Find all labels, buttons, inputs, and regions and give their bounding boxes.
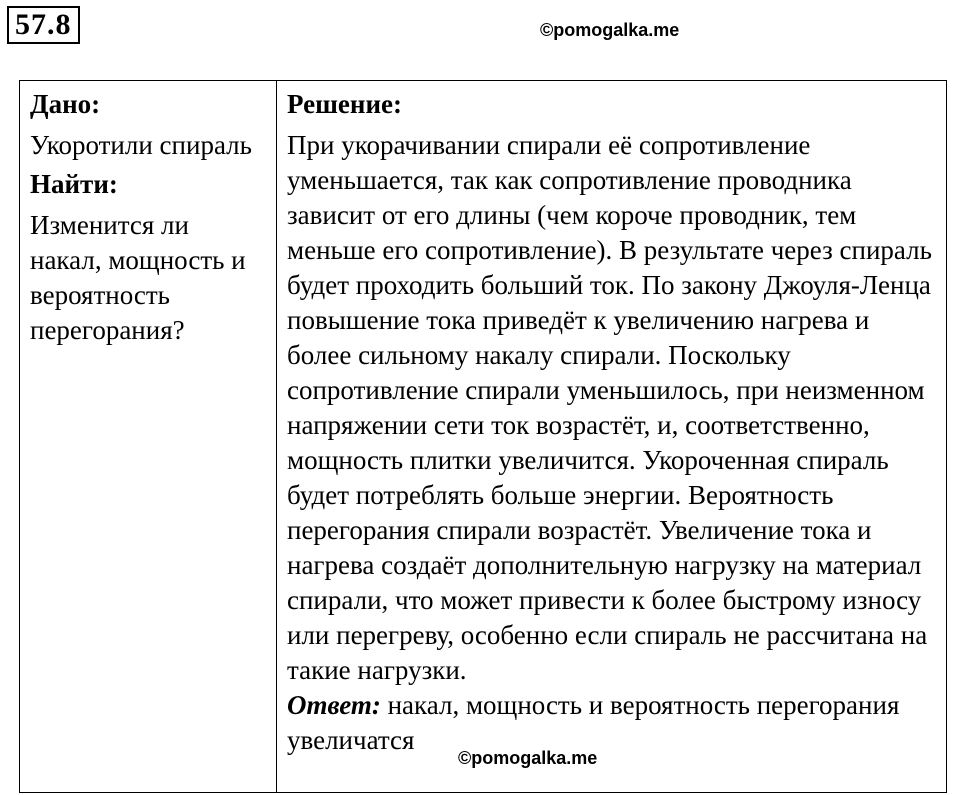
solution-column (277, 81, 947, 793)
answer-label: Ответ: (287, 690, 381, 720)
watermark-bottom: ©pomogalka.me (458, 748, 598, 768)
given-heading: Дано: (30, 89, 101, 119)
task-table (19, 80, 947, 793)
find-heading: Найти: (30, 169, 118, 199)
solution-heading: Решение: (287, 89, 402, 119)
problem-number: 57.8 (7, 6, 80, 44)
given-text: Укоротили спираль (30, 130, 252, 160)
watermark-top: ©pomogalka.me (540, 20, 680, 40)
answer-line (287, 688, 936, 758)
given-column (20, 81, 277, 793)
solution-text: При укорачивании спирали её сопротивление уменьшается, так как сопротивление проводника зависит от его длины (чем короче проводник, тем меньше его сопротивление). В результате через спираль будет проходить больший ток. По закону Джоуля-Ленца повышение тока приведёт к увеличению нагрева и более сильному накалу спирали. Поскольку сопротивление спирали уменьшилось, при неизменном напряжении сети ток возрастёт, и, соответственно, мощность плитки увеличится. Укороченная спираль будет потреблять больше энергии. Вероятность перегорания спирали возрастёт. Увеличение тока и нагрева создаёт дополнительную нагрузку на материал спирали, что может привести к более быстрому износу или перегреву, особенно если спираль не рассчитана на такие нагрузки. (287, 130, 932, 685)
find-text: Изменится ли накал, мощность и вероятность перегорания? (30, 210, 246, 345)
answer-text: накал, мощность и вероятность перегорания увеличатся (287, 690, 900, 755)
